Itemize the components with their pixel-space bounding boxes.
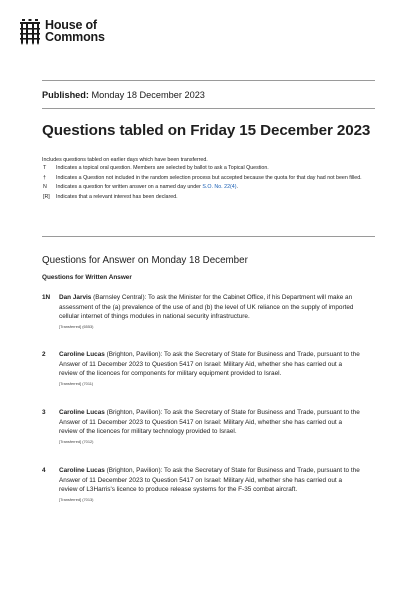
legend-text: Indicates that a relevant interest has been declared.: [56, 194, 178, 201]
symbol-legend: [42, 165, 362, 201]
legend-symbol: N: [43, 184, 47, 191]
question-reference: [Transferred] (6553): [59, 323, 94, 329]
member-constituency: (Brighton, Pavilion):: [104, 409, 163, 416]
legend-row-named-day: [42, 184, 362, 191]
question-body: [59, 408, 362, 445]
question-number: 1N: [42, 294, 51, 301]
question-text: To ask the Secretary of State for Business and Trade, pursuant to the Answer of 11 December 2023 to Question 5417 on Israel: Military Aid, whether she has carried out a review of L3Harris's licence to produce release systems for the F-35 combat aircraft.: [59, 467, 360, 494]
member-name: Caroline Lucas: [59, 409, 105, 416]
page-title: Questions tabled on Friday 15 December 2023: [42, 122, 371, 139]
standing-order-link[interactable]: S.O. No. 22(4): [202, 184, 237, 191]
legend-symbol: T: [43, 165, 47, 171]
member-constituency: (Brighton, Pavilion):: [104, 467, 163, 474]
legend-text: [56, 184, 362, 191]
legend-text-suffix: .: [236, 184, 238, 191]
question-text: To ask the Minister for the Cabinet Office, if his Department will make an assessment of the (a) prevalence of the use of and (b) the level of UK reliance on the supply of imported cellular internet of things modules in national security infrastructure.: [59, 294, 354, 321]
question-number: 4: [42, 467, 46, 474]
question-body: [59, 466, 362, 503]
legend-text-main: Indicates a question for written answer on a named day under: [56, 184, 203, 191]
member-name: Dan Jarvis: [59, 294, 92, 301]
portcullis-icon: [20, 19, 40, 45]
published-line: [42, 90, 205, 100]
legend-symbol: †: [43, 174, 46, 181]
question-item: [42, 350, 362, 387]
legend-row-dagger: [42, 175, 362, 182]
question-item: [42, 293, 362, 330]
legend-text: Indicates a Question not included in the random selection process but accepted because the quota for that day had not been filled.: [56, 174, 362, 181]
legend-text: Indicates a topical oral question. Members are selected by ballot to ask a Topical Question.: [56, 165, 269, 171]
logo-wordmark: [45, 19, 105, 43]
logo-line-2: Commons: [45, 30, 105, 44]
question-item: [42, 408, 362, 445]
question-reference: [Transferred] (7011): [59, 380, 94, 386]
question-body: [59, 350, 362, 387]
published-divider: [42, 108, 375, 109]
section-divider: [42, 236, 375, 237]
question-text: To ask the Secretary of State for Business and Trade, pursuant to the Answer of 11 December 2023 to Question 5417 on Israel: Military Aid, whether she has carried out a review of the licences for military technology provided to Israel.: [59, 409, 360, 436]
question-number: 2: [42, 351, 46, 358]
member-name: Caroline Lucas: [59, 467, 105, 474]
house-of-commons-logo: [20, 19, 105, 45]
legend-row-relevant-interest: [42, 194, 362, 201]
question-body: [59, 293, 362, 330]
legend-row-topical: [42, 165, 362, 172]
question-text: To ask the Secretary of State for Business and Trade, pursuant to the Answer of 11 December 2023 to Question 5417 on Israel: Military Aid, whether she has carried out a review of the licences for components for military equipment provided to Israel.: [59, 351, 360, 378]
question-number: 3: [42, 409, 46, 416]
logo-line-1: House of: [45, 18, 97, 32]
member-constituency: (Brighton, Pavilion):: [104, 351, 163, 358]
question-item: [42, 466, 362, 503]
intro-text: Includes questions tabled on earlier days which have been transferred.: [42, 157, 208, 163]
legend-symbol: [R]: [43, 194, 50, 201]
question-reference: [Transferred] (7012): [59, 438, 94, 444]
written-answer-subheading: Questions for Written Answer: [42, 274, 132, 281]
published-date: Monday 18 December 2023: [91, 90, 205, 100]
section-heading: Questions for Answer on Monday 18 December: [42, 255, 248, 266]
published-label: Published:: [42, 90, 89, 100]
member-name: Caroline Lucas: [59, 351, 105, 358]
member-constituency: (Barnsley Central):: [91, 294, 147, 301]
top-divider: [42, 80, 375, 81]
question-reference: [Transferred] (7013): [59, 496, 94, 502]
